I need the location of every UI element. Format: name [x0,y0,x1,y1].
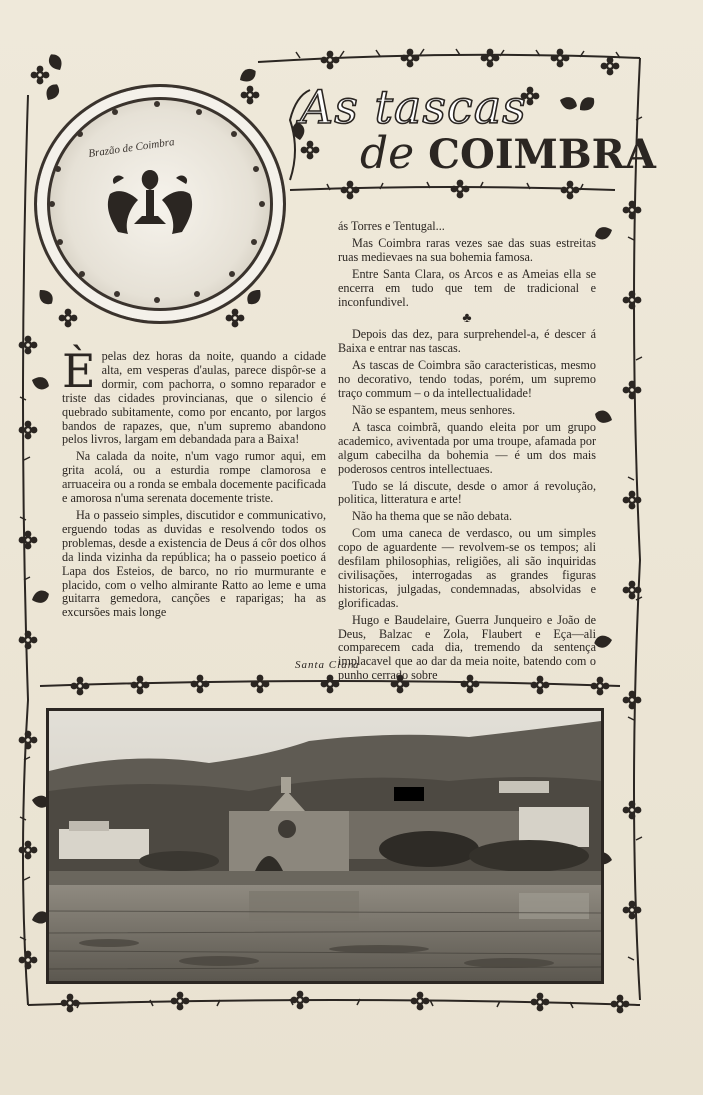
paragraph: Entre Santa Clara, os Arcos e as Ameias ella se encerra em tudo que tem de tradicional e inconfundivel. [338,266,596,309]
paragraph: ás Torres e Tentugal... [338,219,445,233]
title-line-1: As tascas [300,80,527,134]
paragraph: Na calada da noite, n'um vago rumor aqui, em grita acolá, ou a esturdia rompe clamorosa e arruaceira ou a ronda se embala docemente pacificada e amorosa n'uma serenata docemente triste. [62,449,326,506]
title-line-2 [360,128,656,179]
paragraph: Não ha thema que se não debata. [352,509,513,524]
paragraph: As tascas de Coimbra são caracteristicas, mesmo no decorativo, tendo todas, porém, um supremo traço commum – o da intellectualidade! [338,358,596,401]
paragraph: Tudo se lá discute, desde o amor á revolução, politica, litteratura e arte! [338,478,596,507]
plate-label: Brazão de Coimbra [87,136,176,160]
drop-cap: È [62,344,96,398]
paragraph: A tasca coimbrã, quando eleita por um grupo academico, aviventada por uma troupe, afamada por algum cabecilha da bohemia — é um dos mais poderosos centros intellectuaes. [338,419,596,476]
santa-clara-photo [46,708,604,984]
paragraph: Ha o passeio simples, discutidor e communicativo, erguendo todas as duvidas e resolvendo todos os problemas, desde a existencia de Deus á côr dos olhos da linda vizinha da república; ha o passeio poetico á Lapa dos Esteios, de barco, no rio murmurante e placido, com o velho almirante Ratto ao leme e uma guitarra gemedora, canções e raparigas; ha as excursões mais longe [62,507,326,620]
article-right-column [338,220,596,683]
club-ornament-icon: ♣ [462,311,472,327]
paragraph: Com uma caneca de verdasco, ou um simples copo de aguardente — revolvem-se os tempos; ali desfilam philosophias, religiões, ali são inquiridas civilisações, interrogadas as grandes figuras historicas, julgadas, condemnadas, absolvidas e glorificadas. [338,526,596,610]
paragraph-intro [62,344,326,447]
title-prefix: de [360,128,415,179]
paragraph: Hugo e Baudelaire, Guerra Junqueiro e João de Deus, Balzac e Zola, Flaubert e Eça—ali comparecem cada dia, tremendo da sentença implacavel que ao dar da meia noite, batendo com o punho cerrado sobre [338,612,596,683]
title-main: COIMBRA [428,131,656,178]
paragraph: Não se espantem, meus senhores. [352,402,516,417]
paragraph: Mas Coimbra raras vezes sae das suas estreitas ruas medievaes na sua bohemia famosa. [338,235,596,264]
paragraph-text: pelas dez horas da noite, quando a cidade alta, em vesperas d'aulas, parece dispôr-se a dormir, com pachorra, o somno reparador e triste das cidades provincianas, que o silencio é quebrado subitamente, como por encanto, por largos bandos de rapazes, que, n'um supremo abandono pelos livros, largam em debandada para a Baixa! [62,349,326,447]
article-left-column [62,344,326,620]
photo-caption: Santa Clara [295,659,360,671]
plate-decoration [34,84,280,318]
paragraph: Depois das dez, para surprehendel-a, é descer á Baixa e entrar nas tascas. [338,327,596,356]
